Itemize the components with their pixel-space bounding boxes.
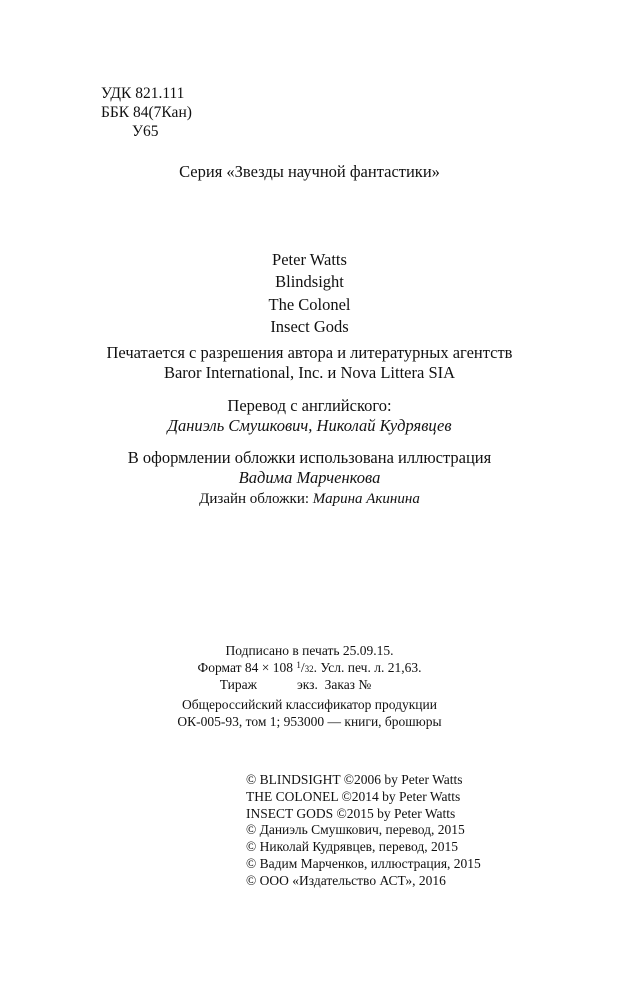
original-author: Peter Watts [272, 250, 347, 269]
original-title: Insect Gods [270, 316, 349, 336]
copyright-line: © Вадим Марченков, иллюстрация, 2015 [246, 855, 481, 871]
original-title: The Colonel [268, 294, 351, 314]
design-label: Дизайн обложки: [199, 491, 310, 507]
signed-date: Подписано в печать 25.09.15. [225, 643, 394, 658]
print-details [0, 643, 619, 694]
designer: Марина Акинина [312, 491, 420, 507]
run-line: Тираж экз. Заказ № [219, 677, 372, 692]
translation-credit [0, 396, 619, 436]
copyright-line: © Даниэль Смушкович, перевод, 2015 [246, 822, 465, 838]
copyright-block [246, 772, 481, 890]
copyright-line: © Николай Кудрявцев, перевод, 2015 [246, 839, 459, 855]
translators: Даниэль Смушкович, Николай Кудрявцев [167, 416, 452, 435]
copyright-line: THE COLONEL ©2014 by Peter Watts [246, 788, 461, 804]
format-line: Формат 84 × 108 $^1$/32. Усл. печ. л. 21,63. [197, 659, 422, 675]
product-classifier [0, 697, 619, 730]
illustration-label: В оформлении обложки использована иллюстрация [127, 448, 492, 467]
copyright-line: INSECT GODS ©2015 by Peter Watts [246, 805, 456, 821]
bbk-code: ББК 84(7Кан) [101, 104, 192, 121]
cover-design-credit [0, 490, 619, 508]
permission-line: Печатается с разрешения автора и литературных агентств [106, 343, 513, 362]
classifier-line: ОК-005-93, том 1; 953000 — книги, брошюры [177, 713, 442, 729]
copyright-line: © BLINDSIGHT ©2006 by Peter Watts [246, 772, 463, 787]
classifier-line: Общероссийский классификатор продукции [182, 697, 437, 712]
series-title: Серия «Звезды научной фантастики» [179, 162, 440, 181]
classification-codes [101, 84, 192, 141]
original-title: Blindsight [275, 272, 344, 292]
translation-label: Перевод с английского: [227, 396, 392, 415]
original-titles [0, 249, 619, 338]
permission-notice [0, 343, 619, 383]
copyright-line: © ООО «Издательство АСТ», 2016 [246, 872, 446, 888]
udk-code: УДК 821.111 [101, 85, 185, 102]
author-mark: У65 [132, 123, 159, 140]
permission-line: Baror International, Inc. и Nova Littera SIA [163, 363, 456, 382]
illustration-credit [0, 448, 619, 488]
illustrator: Вадима Марченкова [238, 468, 381, 487]
